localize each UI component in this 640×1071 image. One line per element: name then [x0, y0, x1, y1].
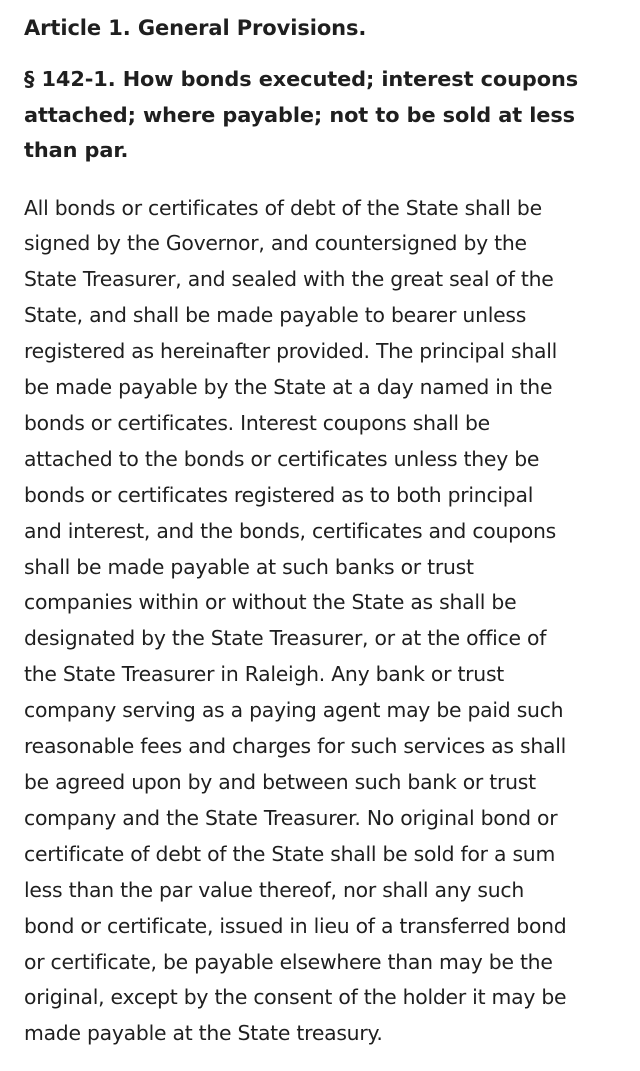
body-line: designated by the State Treasurer, or at the office of	[24, 626, 547, 651]
body-line: company and the State Treasurer. No original bond or	[24, 805, 558, 830]
article-heading: Article 1. General Provisions.	[24, 16, 367, 40]
body-line: the State Treasurer in Raleigh. Any bank or trust	[24, 662, 505, 687]
body-line: reasonable fees and charges for such services as shall	[24, 734, 567, 759]
body-line: less than the par value thereof, nor shall any such	[24, 877, 524, 902]
body-line: signed by the Governor, and countersigned by the	[24, 231, 527, 256]
body-line: bonds or certificates registered as to both principal	[24, 482, 534, 507]
body-line: bond or certificate, issued in lieu of a transferred bond	[24, 913, 567, 938]
body-line: be agreed upon by and between such bank or trust	[24, 770, 536, 794]
body-line: and interest, and the bonds, certificates and coupons	[24, 518, 557, 543]
section-heading-line: attached; where payable; not to be sold at less	[24, 102, 575, 127]
body-line: bonds or certificates. Interest coupons shall be	[24, 410, 490, 435]
body-line: attached to the bonds or certificates unless they be	[24, 446, 540, 471]
body-line: or certificate, be payable elsewhere than may be the	[24, 949, 553, 974]
body-line: companies within or without the State as shall be	[24, 590, 517, 615]
body-line: company serving as a paying agent may be paid such	[24, 698, 564, 723]
section-heading-line: than par.	[24, 138, 129, 162]
body-line: original, except by the consent of the holder it may be	[24, 985, 567, 1010]
body-line: be made payable by the State at a day named in the	[24, 375, 553, 400]
body-line: made payable at the State treasury.	[24, 1021, 383, 1046]
body-line: All bonds or certificates of debt of the State shall be	[24, 195, 542, 220]
body-line: shall be made payable at such banks or trust	[24, 554, 474, 579]
body-line: certificate of debt of the State shall be sold for a sum	[24, 841, 556, 866]
section-body-paragraph	[24, 191, 616, 1053]
body-line: State Treasurer, and sealed with the great seal of the	[24, 267, 554, 292]
section-heading	[24, 62, 616, 169]
body-line: State, and shall be made payable to bearer unless	[24, 303, 527, 328]
section-heading-line: § 142-1. How bonds executed; interest coupons	[24, 67, 579, 91]
body-line: registered as hereinafter provided. The principal shall	[24, 339, 558, 364]
